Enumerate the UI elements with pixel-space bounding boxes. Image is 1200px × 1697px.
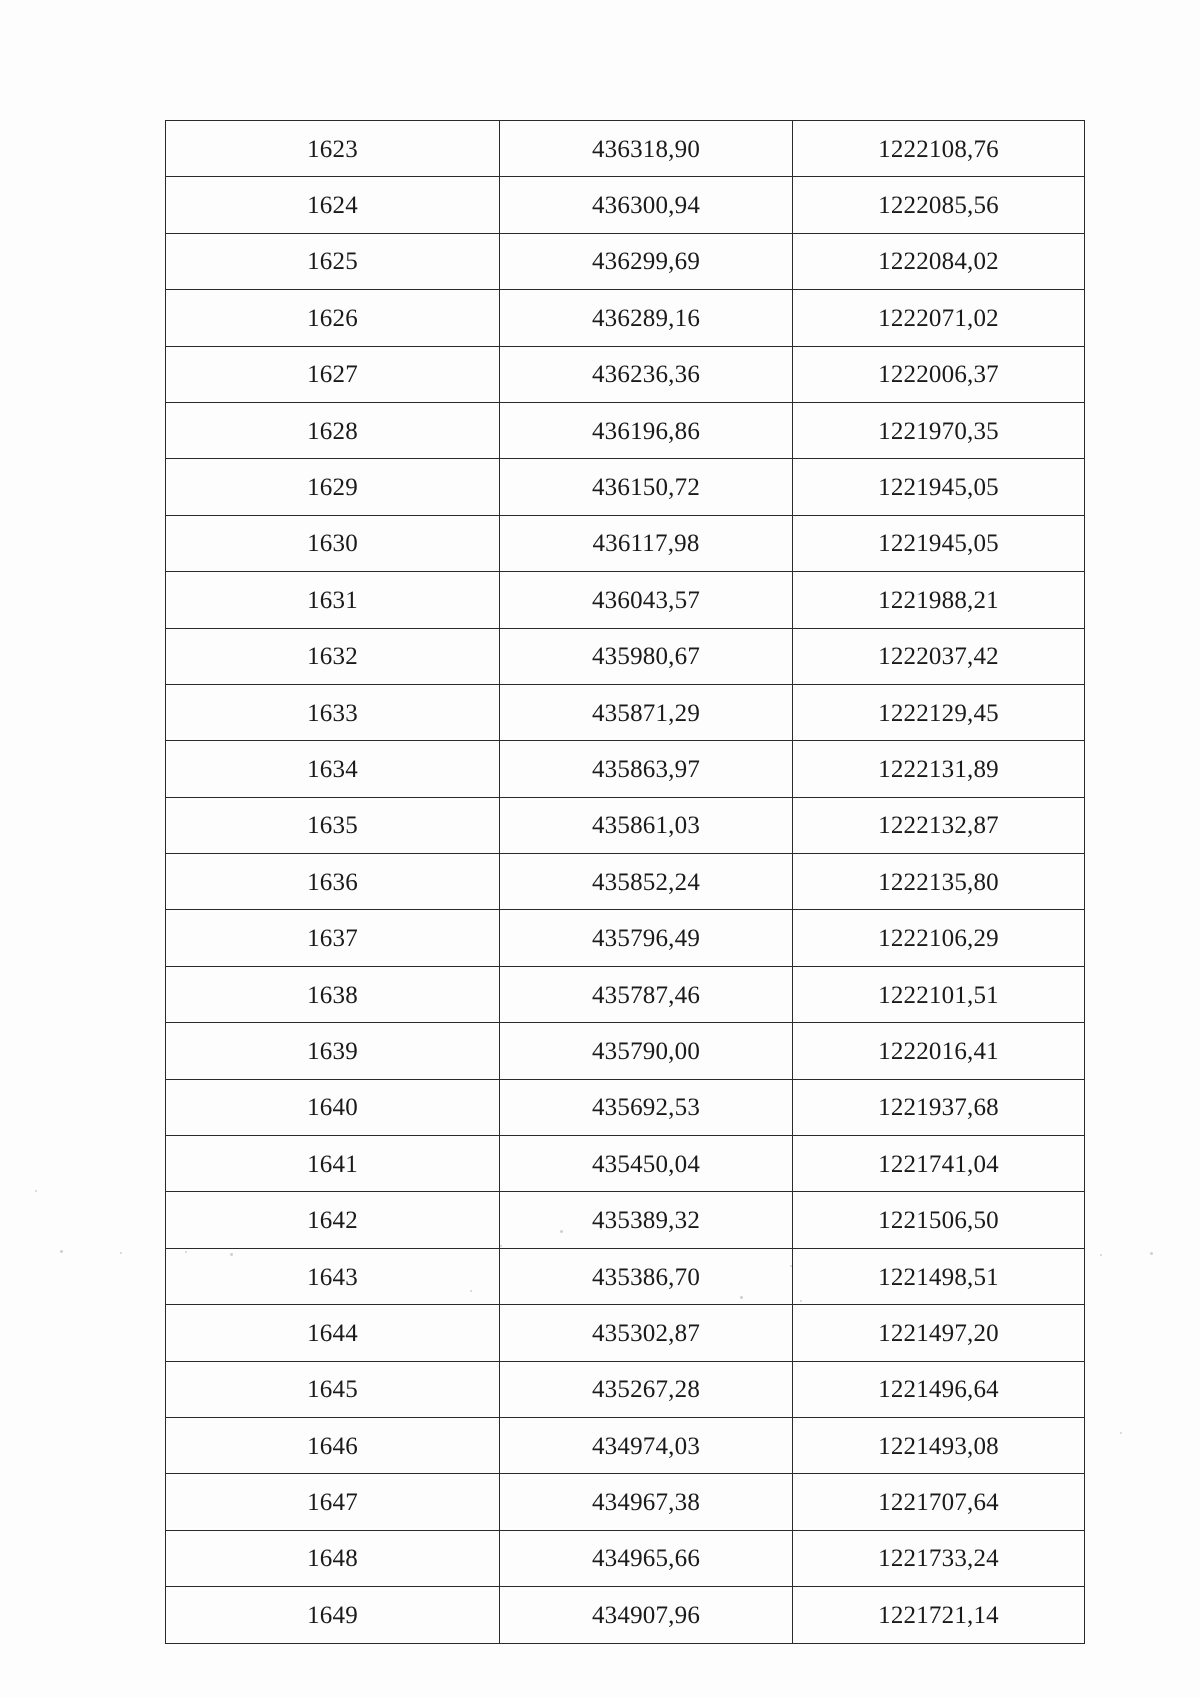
x-coordinate-cell: 435790,00: [500, 1023, 793, 1079]
y-coordinate-cell: 1222085,56: [793, 177, 1085, 233]
point-number-cell: 1624: [166, 177, 500, 233]
point-number-cell: 1639: [166, 1023, 500, 1079]
scan-noise-speck: [1120, 1432, 1122, 1434]
point-number-cell: 1643: [166, 1248, 500, 1304]
point-number-cell: 1626: [166, 290, 500, 346]
table-row: [166, 966, 1085, 1022]
point-number-cell: 1647: [166, 1474, 500, 1530]
x-coordinate-cell: 436299,69: [500, 233, 793, 289]
table-row: [166, 1136, 1085, 1192]
scan-noise-speck: [120, 1252, 122, 1254]
x-coordinate-cell: 434974,03: [500, 1417, 793, 1473]
table-row: [166, 290, 1085, 346]
y-coordinate-cell: 1221707,64: [793, 1474, 1085, 1530]
table-row: [166, 233, 1085, 289]
x-coordinate-cell: 436150,72: [500, 459, 793, 515]
table-row: [166, 628, 1085, 684]
scan-noise-speck: [600, 1228, 602, 1230]
x-coordinate-cell: 435267,28: [500, 1361, 793, 1417]
point-number-cell: 1644: [166, 1305, 500, 1361]
table-row: [166, 1023, 1085, 1079]
table-row: [166, 346, 1085, 402]
y-coordinate-cell: 1221945,05: [793, 459, 1085, 515]
table-row: [166, 1305, 1085, 1361]
x-coordinate-cell: 434967,38: [500, 1474, 793, 1530]
x-coordinate-cell: 435863,97: [500, 741, 793, 797]
y-coordinate-cell: 1221988,21: [793, 572, 1085, 628]
point-number-cell: 1642: [166, 1192, 500, 1248]
x-coordinate-cell: 434907,96: [500, 1587, 793, 1643]
table-row: [166, 515, 1085, 571]
y-coordinate-cell: 1222106,29: [793, 910, 1085, 966]
table-row: [166, 1474, 1085, 1530]
table-row: [166, 1192, 1085, 1248]
scan-noise-speck: [35, 1190, 37, 1192]
y-coordinate-cell: 1222071,02: [793, 290, 1085, 346]
x-coordinate-cell: 435692,53: [500, 1079, 793, 1135]
scan-noise-speck: [740, 1296, 743, 1299]
scan-noise-speck: [470, 1290, 472, 1292]
y-coordinate-cell: 1221937,68: [793, 1079, 1085, 1135]
point-number-cell: 1646: [166, 1417, 500, 1473]
x-coordinate-cell: 436300,94: [500, 177, 793, 233]
scan-noise-speck: [500, 1245, 502, 1247]
y-coordinate-cell: 1222101,51: [793, 966, 1085, 1022]
x-coordinate-cell: 436117,98: [500, 515, 793, 571]
x-coordinate-cell: 434965,66: [500, 1530, 793, 1586]
x-coordinate-cell: 435386,70: [500, 1248, 793, 1304]
table-row: [166, 177, 1085, 233]
point-number-cell: 1625: [166, 233, 500, 289]
y-coordinate-cell: 1222108,76: [793, 121, 1085, 177]
point-number-cell: 1627: [166, 346, 500, 402]
table-row: [166, 1530, 1085, 1586]
table-row: [166, 910, 1085, 966]
y-coordinate-cell: 1221945,05: [793, 515, 1085, 571]
y-coordinate-cell: 1221733,24: [793, 1530, 1085, 1586]
x-coordinate-cell: 435796,49: [500, 910, 793, 966]
point-number-cell: 1641: [166, 1136, 500, 1192]
point-number-cell: 1629: [166, 459, 500, 515]
table-row: [166, 741, 1085, 797]
table-row: [166, 459, 1085, 515]
x-coordinate-cell: 435852,24: [500, 854, 793, 910]
scan-noise-speck: [790, 1265, 792, 1267]
scan-noise-speck: [800, 1300, 802, 1302]
point-number-cell: 1628: [166, 402, 500, 458]
y-coordinate-cell: 1221498,51: [793, 1248, 1085, 1304]
x-coordinate-cell: 436043,57: [500, 572, 793, 628]
y-coordinate-cell: 1222037,42: [793, 628, 1085, 684]
y-coordinate-cell: 1222129,45: [793, 684, 1085, 740]
point-number-cell: 1634: [166, 741, 500, 797]
point-number-cell: 1635: [166, 797, 500, 853]
point-number-cell: 1632: [166, 628, 500, 684]
x-coordinate-cell: 435450,04: [500, 1136, 793, 1192]
x-coordinate-cell: 436196,86: [500, 402, 793, 458]
point-number-cell: 1638: [166, 966, 500, 1022]
scan-noise-speck: [185, 1251, 187, 1253]
x-coordinate-cell: 435302,87: [500, 1305, 793, 1361]
x-coordinate-cell: 435787,46: [500, 966, 793, 1022]
x-coordinate-cell: 435871,29: [500, 684, 793, 740]
table-row: [166, 1248, 1085, 1304]
coordinate-table-body: [166, 121, 1085, 1644]
table-row: [166, 572, 1085, 628]
scan-noise-speck: [1150, 1252, 1153, 1255]
x-coordinate-cell: 436289,16: [500, 290, 793, 346]
y-coordinate-cell: 1221506,50: [793, 1192, 1085, 1248]
y-coordinate-cell: 1221741,04: [793, 1136, 1085, 1192]
point-number-cell: 1649: [166, 1587, 500, 1643]
y-coordinate-cell: 1222016,41: [793, 1023, 1085, 1079]
point-number-cell: 1637: [166, 910, 500, 966]
y-coordinate-cell: 1221970,35: [793, 402, 1085, 458]
table-row: [166, 1417, 1085, 1473]
point-number-cell: 1636: [166, 854, 500, 910]
table-row: [166, 1587, 1085, 1643]
table-row: [166, 684, 1085, 740]
x-coordinate-cell: 436236,36: [500, 346, 793, 402]
point-number-cell: 1645: [166, 1361, 500, 1417]
x-coordinate-cell: 436318,90: [500, 121, 793, 177]
y-coordinate-cell: 1221721,14: [793, 1587, 1085, 1643]
y-coordinate-cell: 1222131,89: [793, 741, 1085, 797]
y-coordinate-cell: 1222006,37: [793, 346, 1085, 402]
y-coordinate-cell: 1222135,80: [793, 854, 1085, 910]
y-coordinate-cell: 1221493,08: [793, 1417, 1085, 1473]
table-row: [166, 797, 1085, 853]
table-row: [166, 121, 1085, 177]
point-number-cell: 1640: [166, 1079, 500, 1135]
point-number-cell: 1631: [166, 572, 500, 628]
scan-noise-speck: [230, 1253, 233, 1256]
point-number-cell: 1633: [166, 684, 500, 740]
y-coordinate-cell: 1222084,02: [793, 233, 1085, 289]
scan-noise-speck: [60, 1250, 63, 1253]
point-number-cell: 1648: [166, 1530, 500, 1586]
y-coordinate-cell: 1221496,64: [793, 1361, 1085, 1417]
x-coordinate-cell: 435980,67: [500, 628, 793, 684]
table-row: [166, 854, 1085, 910]
table-row: [166, 1361, 1085, 1417]
point-number-cell: 1630: [166, 515, 500, 571]
scan-noise-speck: [1100, 1254, 1102, 1256]
y-coordinate-cell: 1221497,20: [793, 1305, 1085, 1361]
y-coordinate-cell: 1222132,87: [793, 797, 1085, 853]
x-coordinate-cell: 435389,32: [500, 1192, 793, 1248]
table-row: [166, 402, 1085, 458]
table-row: [166, 1079, 1085, 1135]
coordinate-table: [165, 120, 1085, 1644]
x-coordinate-cell: 435861,03: [500, 797, 793, 853]
point-number-cell: 1623: [166, 121, 500, 177]
scan-noise-speck: [560, 1230, 563, 1233]
